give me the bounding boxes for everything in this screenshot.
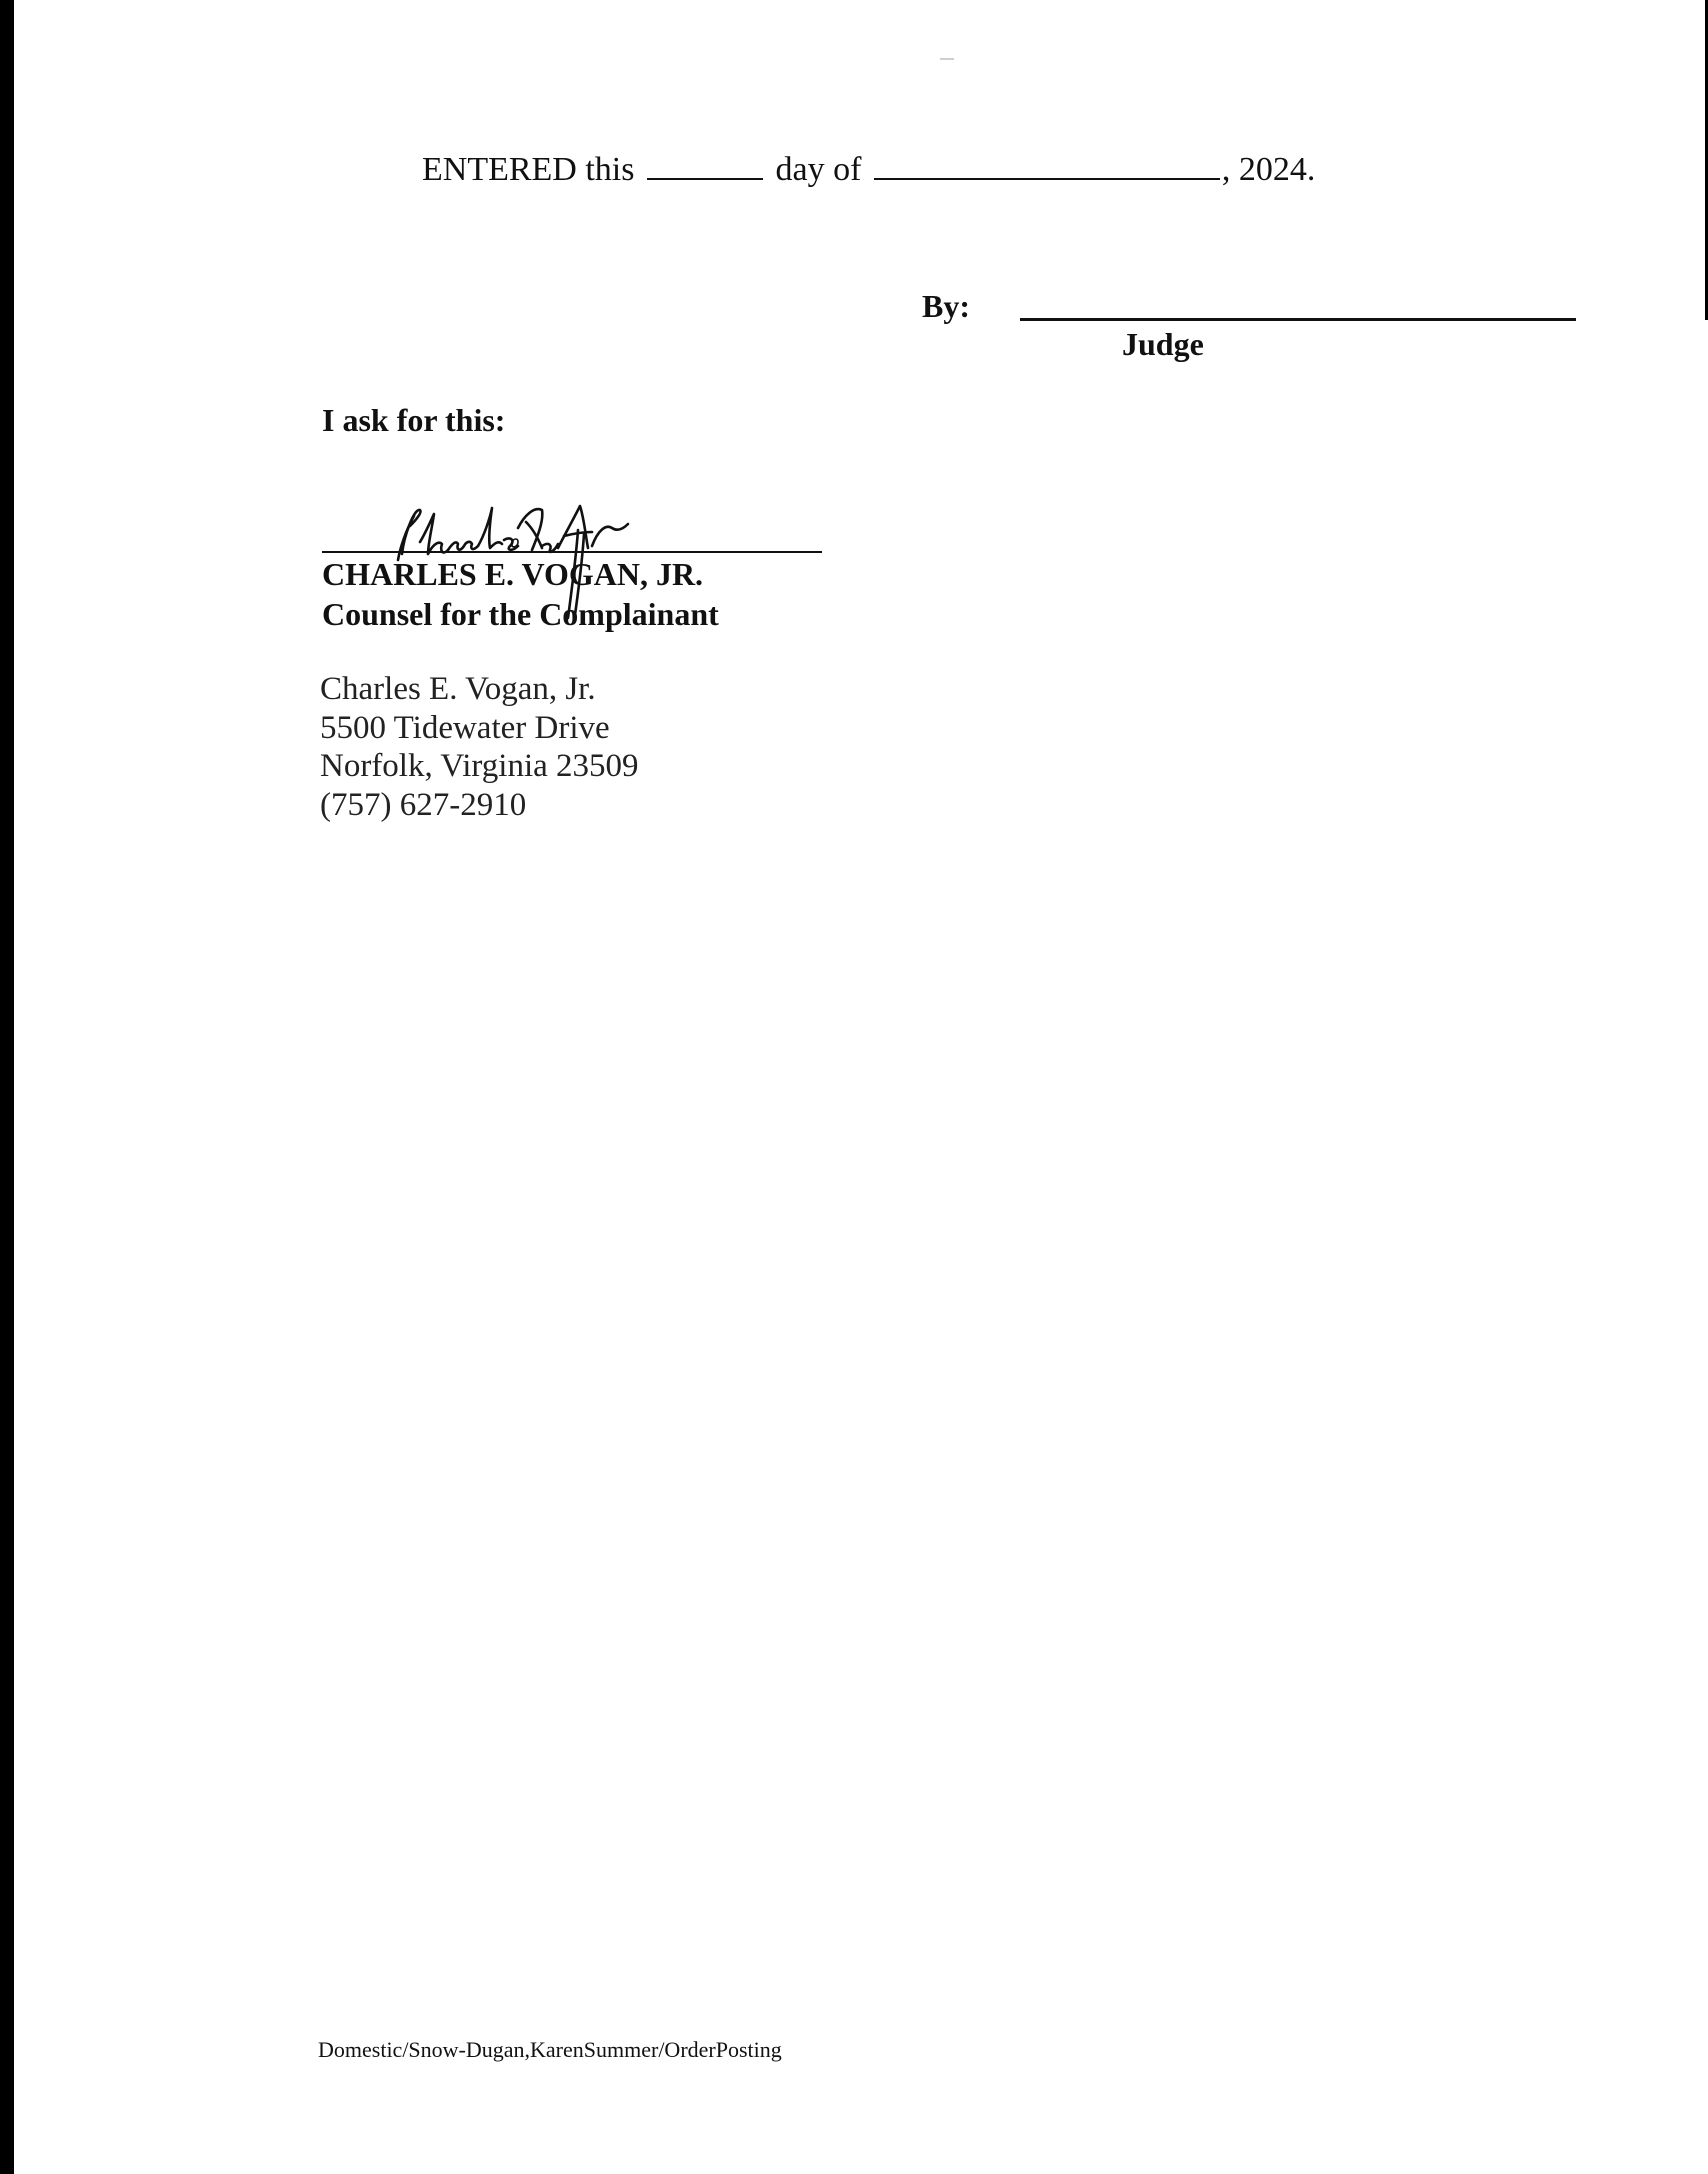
scan-speck — [940, 58, 954, 60]
ask-for-this-label: I ask for this: — [322, 402, 506, 438]
address-line: Charles E. Vogan, Jr. — [320, 671, 596, 707]
judge-label: Judge — [1122, 326, 1204, 362]
address-line: 5500 Tidewater Drive — [320, 709, 610, 746]
by-label: By: — [922, 288, 970, 324]
month-blank-field[interactable] — [874, 148, 1220, 180]
counsel-name: CHARLES E. VOGAN, JR. — [322, 556, 704, 592]
counsel-title: Counsel for the Complainant — [322, 596, 719, 632]
phone-number: (757) 627-2910 — [320, 786, 527, 823]
address-line: Norfolk, Virginia 23509 — [320, 748, 639, 784]
footer-file-path: Domestic/Snow-Dugan,KarenSummer/OrderPosting — [318, 2037, 782, 2062]
scan-border-left — [0, 0, 14, 2174]
year-text: , 2024. — [1221, 151, 1316, 188]
day-of-text: day of — [775, 151, 862, 188]
entered-date-line — [422, 148, 1315, 191]
entered-prefix: ENTERED this — [422, 151, 635, 188]
counsel-signature-line — [322, 551, 822, 553]
day-blank-field[interactable] — [647, 148, 763, 180]
counsel-address-block — [320, 670, 639, 824]
judge-signature-line[interactable] — [1020, 318, 1576, 321]
